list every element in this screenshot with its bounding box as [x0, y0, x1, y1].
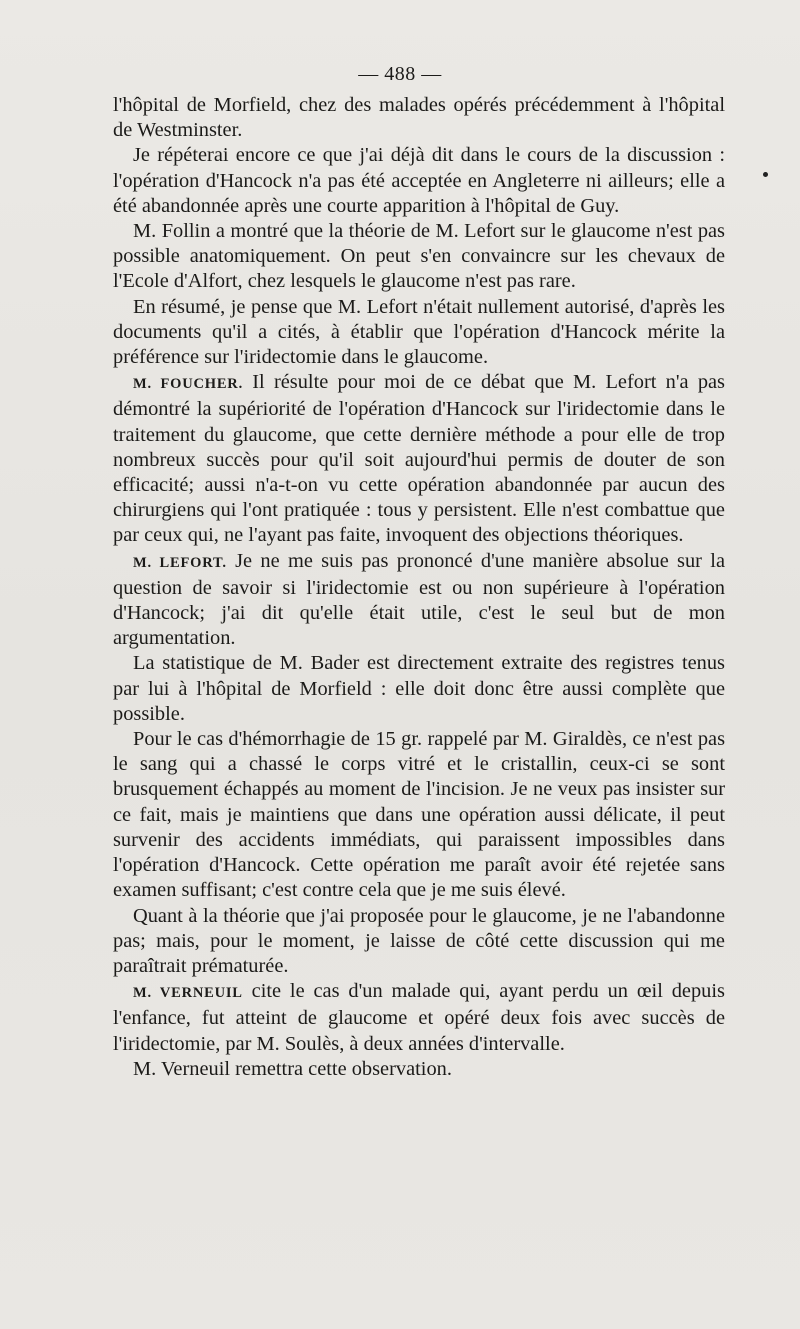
paragraph-2-text: Je répéterai encore ce que j'ai déjà dit dans le cours de la discussion : l'opération d'Hancock n'a pas été acceptée en Angleterre ni ailleurs; elle a été abandonnée après une courte apparition à l'hôpital de Guy.	[113, 144, 725, 217]
paragraph-8	[113, 727, 725, 903]
paragraph-10-text: cite le cas d'un malade qui, ayant perdu un œil depuis l'enfance, fut atteint de glaucome et opéré deux fois avec succès de l'iridectomie, par M. Soulès, à deux années d'intervalle.	[113, 980, 725, 1055]
paragraph-11-text: M. Verneuil remettra cette observation.	[133, 1057, 452, 1080]
paragraph-5-text: Il résulte pour moi de ce débat que M. Lefort n'a pas démontré la supériorité de l'opération d'Hancock sur l'iridectomie dans le traitement du glaucome, que cette dernière méthode a pour elle de trop nombreux succès pour qu'il soit aujourd'hui permis de douter de son efficacité; aussi n'a-t-on vu cette opération abandonnée par aucun des chirurgiens qui l'ont pratiquée : tous y persistent. Elle n'est combattue que par ceux qui, ne l'ayant pas faite, invoquent des objections théoriques.	[113, 371, 725, 547]
paragraph-2	[113, 143, 725, 219]
paragraph-7	[113, 651, 725, 727]
paragraph-5	[113, 370, 725, 548]
paragraph-3-text: M. Follin a montré que la théorie de M. Lefort sur le glaucome n'est pas possible anatomiquement. On peut s'en convaincre sur les chevaux de l'Ecole d'Alfort, chez lesquels le glaucome n'est pas rare.	[113, 220, 725, 293]
body-text	[113, 93, 725, 1082]
ink-speck	[763, 172, 768, 177]
speaker-verneuil: M. VERNEUIL	[133, 985, 243, 1002]
paragraph-6-text: Je ne me suis pas prononcé d'une manière absolue sur la question de savoir si l'iridectomie est ou non supérieure à l'opération d'Hancock; j'ai dit qu'elle était utile, c'est le seul but de mon argumentation.	[113, 549, 725, 650]
paragraph-8-text: Pour le cas d'hémorrhagie de 15 gr. rappelé par M. Giraldès, ce n'est pas le sang qui a chassé le corps vitré et le cristallin, ceux-ci se sont brusquement échappés au moment de l'incision. Je ne veux pas insister sur ce fait, mais je maintiens que dans une opération aussi délicate, il peut survenir des accidents immédiats, qui paraissent impossibles dans l'opération d'Hancock. Cette opération me paraît avoir été rejetée sans examen suffisant; c'est contre cela que je me suis élevé.	[113, 728, 725, 902]
paragraph-11	[113, 1057, 725, 1082]
paragraph-4-text: En résumé, je pense que M. Lefort n'était nullement autorisé, d'après les documents qu'il a cités, à établir que l'opération d'Hancock mérite la préférence sur l'iridectomie dans le glaucome.	[113, 295, 725, 369]
paragraph-3	[113, 219, 725, 295]
paragraph-9	[113, 904, 725, 980]
paragraph-1-text: l'hôpital de Morfield, chez des malades opérés précédemment à l'hôpital de Westminster.	[113, 94, 725, 142]
speaker-foucher: M. FOUCHER.	[133, 376, 244, 393]
paragraph-6	[113, 549, 725, 652]
speaker-lefort: M. LEFORT.	[133, 554, 227, 571]
paragraph-4	[113, 295, 725, 371]
paragraph-7-text: La statistique de M. Bader est directement extraite des registres tenus par lui à l'hôpital de Morfield : elle doit donc être aussi complète que possible.	[113, 652, 725, 725]
paragraph-1	[113, 93, 725, 143]
paragraph-10	[113, 979, 725, 1057]
page-number: — 488 —	[358, 63, 442, 85]
paragraph-9-text: Quant à la théorie que j'ai proposée pour le glaucome, je ne l'abandonne pas; mais, pour le moment, je laisse de côté cette discussion qui me paraîtrait prématurée.	[113, 904, 725, 977]
